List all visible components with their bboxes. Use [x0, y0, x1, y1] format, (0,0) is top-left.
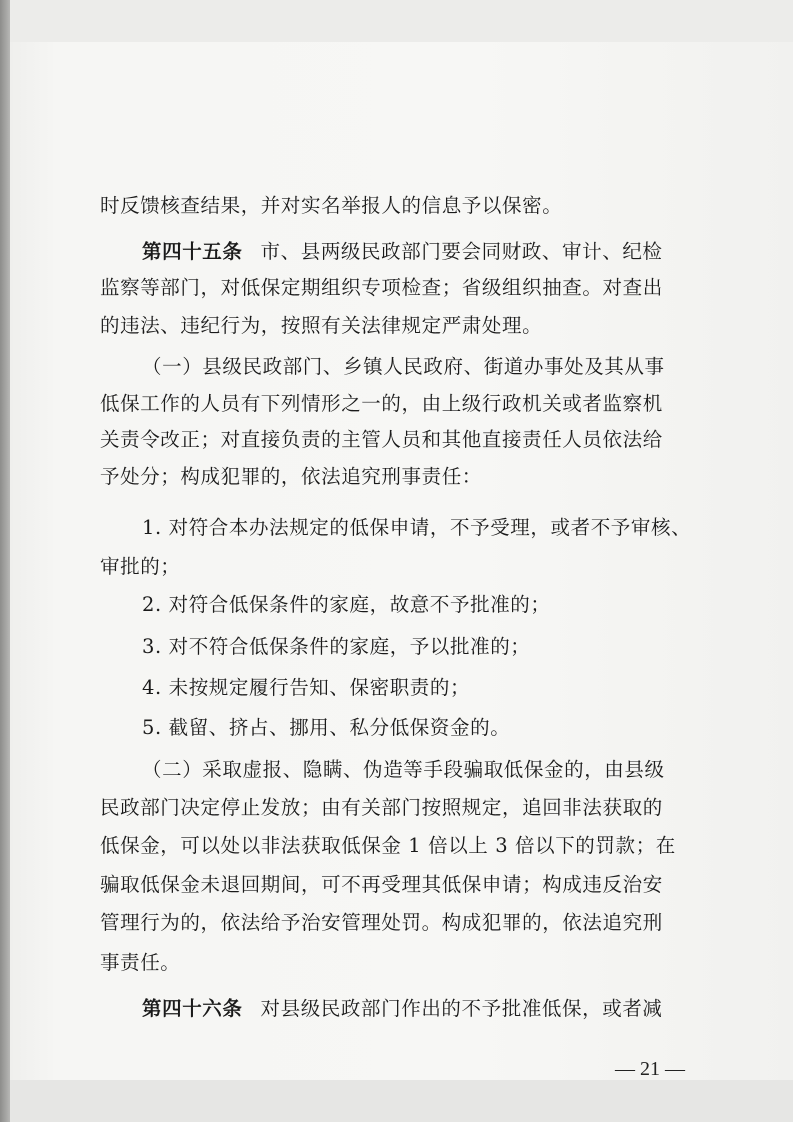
- text-line-3: 监察等部门，对低保定期组织专项检查；省级组织抽查。对查出: [100, 276, 663, 299]
- article-45-text: 市、县两级民政部门要会同财政、审计、纪检: [260, 240, 663, 263]
- text-line-7: 关责令改正；对直接负责的主管人员和其他直接责任人员依法给: [100, 428, 663, 451]
- scan-left-shadow: [0, 0, 10, 1122]
- list-item-5: 5. 截留、挤占、挪用、私分低保资金的。: [142, 716, 511, 739]
- text-line-18: 骗取低保金未退回期间，可不再受理其低保申请；构成违反治安: [100, 873, 663, 896]
- text-line-16: 民政部门决定停止发放；由有关部门按照规定，追回非法获取的: [100, 796, 663, 819]
- list-item-2: 2. 对符合低保条件的家庭，故意不予批准的；: [142, 593, 551, 616]
- list-item-1-cont: 审批的；: [100, 555, 181, 578]
- text-line-19: 管理行为的，依法给予治安管理处罚。构成犯罪的，依法追究刑: [100, 911, 663, 934]
- text-line-1: 时反馈核查结果，并对实名举报人的信息予以保密。: [100, 194, 563, 217]
- article-46-heading: 第四十六条: [142, 997, 243, 1020]
- text-line-17: 低保金，可以处以非法获取低保金 1 倍以上 3 倍以下的罚款；在: [100, 834, 676, 857]
- list-item-3: 3. 对不符合低保条件的家庭，予以批准的；: [142, 635, 531, 658]
- text-line-8: 予处分；构成犯罪的，依法追究刑事责任：: [100, 465, 482, 488]
- text-line-15: （二）采取虚报、隐瞒、伪造等手段骗取低保金的，由县级: [142, 758, 665, 781]
- text-line-6: 低保工作的人员有下列情形之一的，由上级行政机关或者监察机: [100, 392, 663, 415]
- article-46-text: 对县级民政部门作出的不予批准低保，或者减: [260, 997, 663, 1020]
- list-item-4: 4. 未按规定履行告知、保密职责的；: [142, 676, 471, 699]
- text-line-4: 的违法、违纪行为，按照有关法律规定严肃处理。: [100, 314, 543, 337]
- text-line-5: （一）县级民政部门、乡镇人民政府、街道办事处及其从事: [142, 355, 665, 378]
- text-line-20: 事责任。: [100, 951, 181, 974]
- article-45-line: [142, 236, 663, 264]
- article-46-line: [142, 993, 663, 1021]
- scan-top-margin: [0, 0, 793, 42]
- list-item-1: 1. 对符合本办法规定的低保申请，不予受理，或者不予审核、: [142, 516, 692, 539]
- page-number: — 21 —: [615, 1058, 685, 1080]
- article-45-heading: 第四十五条: [142, 240, 243, 263]
- scan-bottom-margin: [0, 1080, 793, 1122]
